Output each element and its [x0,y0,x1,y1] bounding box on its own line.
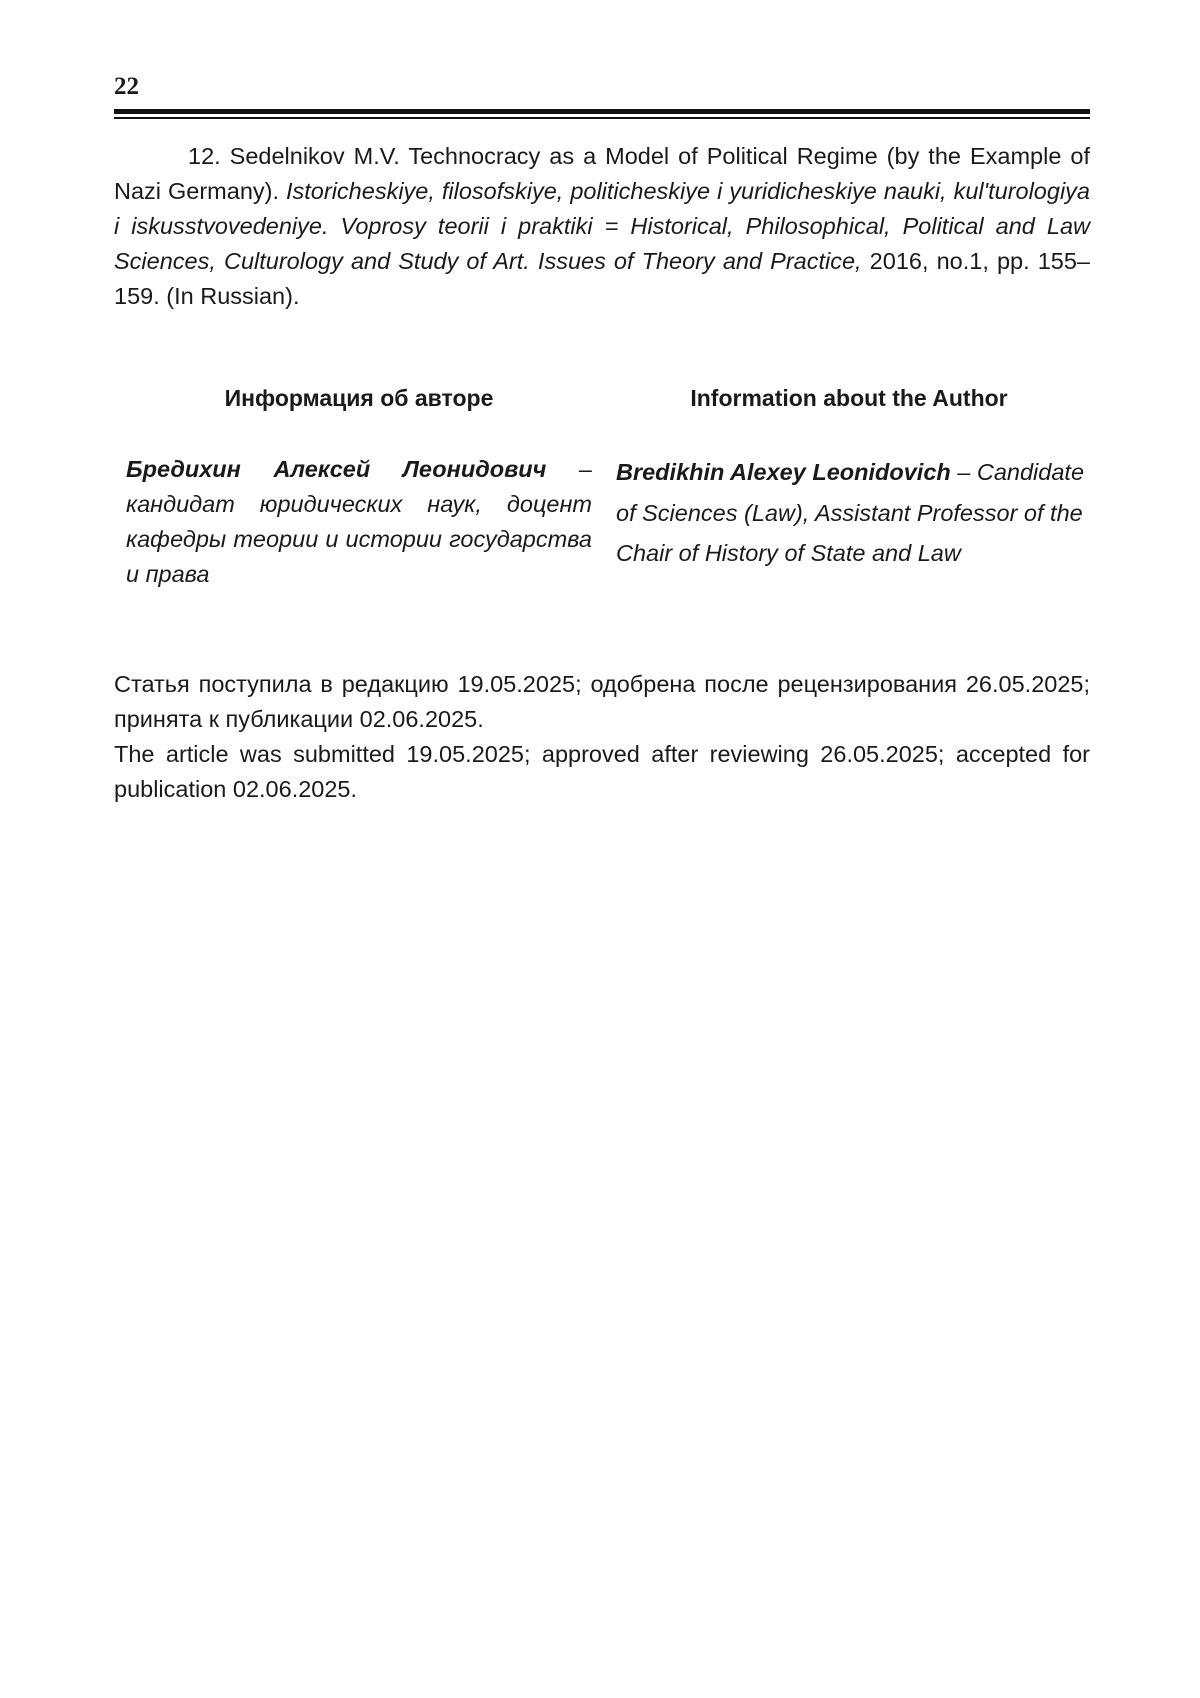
author-heading-en: Information about the Author [690,385,1008,411]
header-rule-thin [114,117,1090,119]
article-dates [114,667,1090,807]
reference-lead: 12. Sedelnikov M.V. Technocracy as a Model of Political Regime (by the Example of Nazi Germany). [114,143,1090,204]
author-description-en: – Candidate of Sciences (Law), Assistant Professor of the Chair of History of State and Law [616,459,1085,566]
author-info-ru [126,452,592,592]
author-name-en: Bredikhin Alexey Leonidovich [616,459,951,485]
article-dates-ru: Статья поступила в редакцию 19.05.2025; одобрена после рецензирования 26.05.2025; принята к публикации 02.06.2025. [114,671,1090,732]
article-dates-en: The article was submitted 19.05.2025; approved after reviewing 26.05.2025; accepted for publication 02.06.2025. [114,741,1090,802]
author-heading-ru: Информация об авторе [224,385,494,411]
reference-journal: Istoricheskiye, filosofskiye, politicheskiye i yuridicheskiye nauki, kul'turologiya i iskusstvovedeniye. Voprosy teorii i praktiki = Historical, Philosophical, Political and Law Sciences, Culturology and Study of Art. Issues of Theory and Practice, [114,178,1090,274]
header-rule-thick [114,109,1090,114]
author-name-ru: Бредихин Алексей Леонидович [126,456,547,482]
author-description-ru: – кандидат юридических наук, доцент кафедры теории и истории государства и права [126,456,592,587]
page-number: 22 [114,73,139,100]
author-info-en [616,452,1086,574]
reference-tail: 2016, no.1, pp. 155–159. (In Russian). [114,248,1090,309]
reference-entry [114,139,1090,314]
